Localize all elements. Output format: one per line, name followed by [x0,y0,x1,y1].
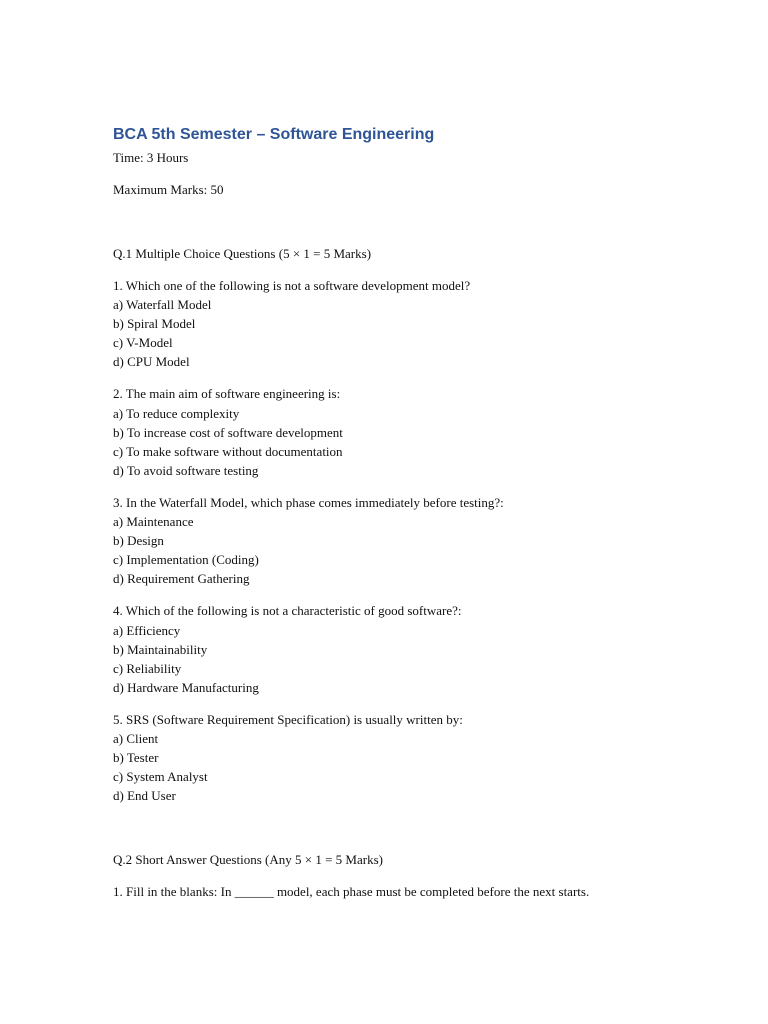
option-c: c) V-Model [113,335,173,351]
mcq-question-4 [113,601,733,696]
option-a: a) Efficiency [113,622,181,638]
question-text: 5. SRS (Software Requirement Specification) is usually written by: [113,711,463,727]
mcq-question-3 [113,493,733,588]
option-c: c) Reliability [113,660,182,676]
option-c: c) To make software without documentation [113,443,343,459]
question-text: 4. Which of the following is not a characteristic of good software?: [113,603,462,619]
question-text: 3. In the Waterfall Model, which phase comes immediately before testing?: [113,494,504,510]
option-d: d) Hardware Manufacturing [113,679,259,695]
option-d: d) CPU Model [113,354,190,370]
maximum-marks: Maximum Marks: 50 [113,182,224,197]
question-text: 1. Which one of the following is not a software development model? [113,278,471,293]
section-2-heading: Q.2 Short Answer Questions (Any 5 × 1 = 5 Marks) [113,852,383,868]
option-b: b) Spiral Model [113,316,196,332]
question-text: 2. The main aim of software engineering is: [113,386,341,402]
question-text: 1. Fill in the blanks: In ______ model, each phase must be completed before the next starts. [113,884,590,900]
option-d: d) To avoid software testing [113,462,259,478]
option-a: a) Waterfall Model [113,297,212,313]
section-1-heading: Q.1 Multiple Choice Questions (5 × 1 = 5 Marks) [113,246,372,261]
option-b: b) Design [113,533,164,549]
document-page [113,124,733,901]
option-c: c) System Analyst [113,769,208,785]
option-b: b) Maintainability [113,641,208,657]
short-question-1 [113,882,733,901]
exam-time: Time: 3 Hours [113,150,189,165]
option-d: d) Requirement Gathering [113,571,250,587]
option-a: a) Maintenance [113,514,194,530]
option-c: c) Implementation (Coding) [113,552,259,568]
document-title: BCA 5th Semester – Software Engineering [113,126,435,143]
option-a: a) Client [113,730,159,746]
option-d: d) End User [113,788,176,804]
mcq-question-2 [113,384,733,479]
mcq-question-1 [113,276,733,371]
option-b: b) Tester [113,750,159,766]
option-a: a) To reduce complexity [113,405,240,421]
mcq-question-5 [113,710,733,805]
option-b: b) To increase cost of software development [113,424,343,440]
